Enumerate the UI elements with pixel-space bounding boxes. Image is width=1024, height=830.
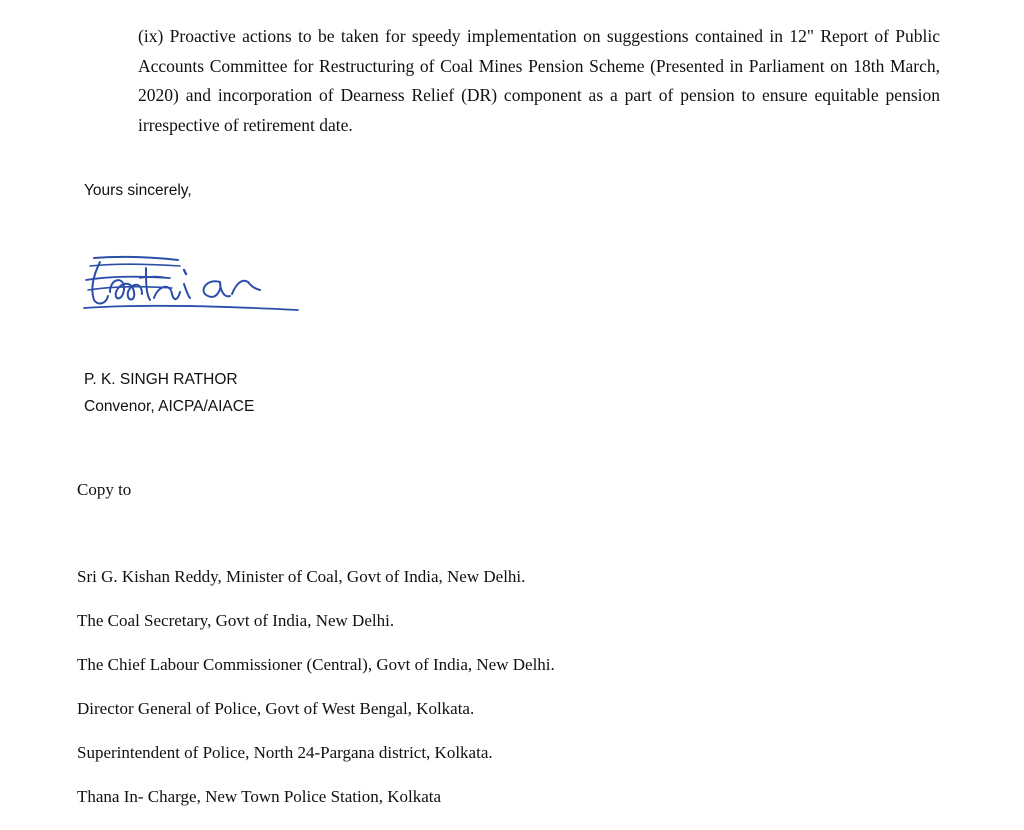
recipient-item: Sri G. Kishan Reddy, Minister of Coal, Govt of India, New Delhi. bbox=[77, 567, 526, 586]
recipient-item: Director General of Police, Govt of West Bengal, Kolkata. bbox=[77, 699, 475, 718]
closing-salutation: Yours sincerely, bbox=[84, 182, 192, 199]
recipient-item: The Coal Secretary, Govt of India, New Delhi. bbox=[77, 611, 395, 630]
recipient-item: Thana In- Charge, New Town Police Station, Kolkata bbox=[77, 787, 442, 806]
recipient-item: Superintendent of Police, North 24-Pargana district, Kolkata. bbox=[77, 743, 493, 762]
handwritten-signature bbox=[80, 248, 310, 320]
copy-to-heading: Copy to bbox=[77, 480, 132, 499]
signer-block bbox=[84, 366, 254, 420]
signer-name: P. K. SINGH RATHOR bbox=[84, 371, 238, 388]
point-ix-paragraph: (ix) Proactive actions to be taken for speedy implementation on suggestions contained in 12" Report of Public Accounts Committee for Restructuring of Coal Mines Pension Scheme (Presented in Parliament on 18th March, 2020) and incorporation of Dearness Relief (DR) component as a part of pension to ensure equitable pension irrespective of retirement date. bbox=[138, 26, 940, 135]
recipient-item: The Chief Labour Commissioner (Central), Govt of India, New Delhi. bbox=[77, 655, 555, 674]
signer-title: Convenor, AICPA/AIACE bbox=[84, 398, 255, 415]
recipient-list bbox=[77, 566, 555, 830]
